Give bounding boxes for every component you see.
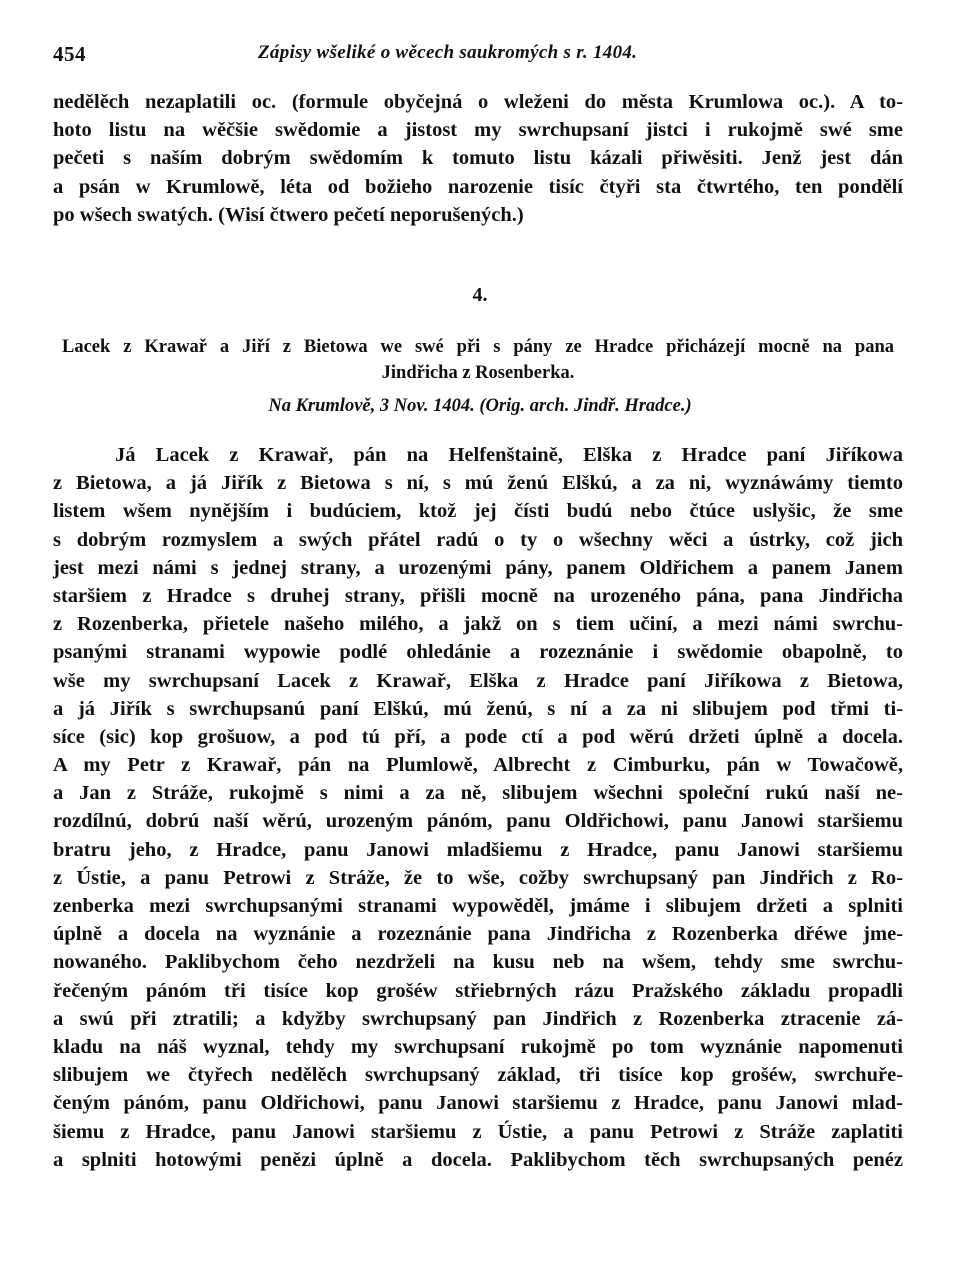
running-title: Zápisy wšeliké o wěcech saukromých s r. 1404. — [258, 42, 638, 63]
document-number: 4. — [472, 284, 488, 306]
text-line: z Ústie, a panu Petrowi z Stráže, že to wše, cožby swrchupsaný pan Jindřich z Ro- — [53, 866, 903, 889]
text-line: a swú při ztratili; a kdyžby swrchupsaný pan Jindřich z Rozenberka ztracenie zá- — [53, 1007, 903, 1030]
text-line: jest mezi námi s jednej strany, a urozenými pány, panem Oldřichem a panem Janem — [53, 556, 903, 579]
text-line: s dobrým rozmyslem a swých přátel radú o ty o wšechny wěci a ústrky, což jich — [53, 528, 903, 551]
text-line: kladu na náš wyznal, tehdy my swrchupsaní rukojmě po tom wyznánie napomenuti — [53, 1035, 903, 1058]
text-line: hoto listu na wěčšie swědomie a jistost my swrchupsaní jistci i rukojmě swé sme — [53, 119, 903, 142]
document-body — [53, 441, 903, 1174]
text-line: slibujem we čtyřech nedělěch swrchupsaný základ, tři tisíce kop grošéw, swrchuře- — [53, 1064, 903, 1087]
text-line: a psán w Krumlowě, léta od božieho narozenie tisíc čtyři sta čtwrtého, ten pondělí — [53, 175, 903, 198]
text-line: bratru jeho, z Hradce, panu Janowi mladšiemu z Hradce, panu Janowi staršiemu — [53, 838, 903, 861]
text-line: rozdílnú, dobrú naší wěrú, urozeným pánóm, panu Oldřichowi, panu Janowi staršiemu — [53, 810, 903, 833]
text-line: čeným pánóm, panu Oldřichowi, panu Janowi staršiemu z Hradce, panu Janowi mlad- — [53, 1092, 903, 1115]
text-line: pečeti s naším dobrým swědomím k tomuto listu kázali přiwěsiti. Jenž jest dán — [53, 147, 903, 170]
text-line: nowaného. Paklibychom čeho nezdrželi na kusu neb na wšem, tehdy sme swrchu- — [53, 951, 903, 974]
text-line: wše my swrchupsaní Lacek z Krawař, Elška z Hradce paní Jiříkowa z Bietowa, — [53, 669, 903, 692]
text-line: šiemu z Hradce, panu Janowi staršiemu z Ústie, a panu Petrowi z Stráže zaplatiti — [53, 1120, 903, 1143]
text-line: listem wšem nynějším i budúciem, ktož jej čísti budú nebo čtúce uslyšic, že sme — [53, 500, 903, 523]
text-line: řečeným pánóm tři tisíce kop grošéw střiebrných rázu Pražského základu propadli — [53, 979, 903, 1002]
text-line: a Jan z Stráže, rukojmě s nimi a za ně, slibujem wšechni společní rukú naší ne- — [53, 782, 903, 805]
document-heading — [62, 334, 894, 386]
text-line: a já Jiřík s swrchupsanú paní Elškú, mú ženú, s ní a za ni slibujem pod třmi ti- — [53, 697, 903, 720]
text-line: staršiem z Hradce s druhej strany, přišli mocně na urozeného pána, pana Jindřicha — [53, 584, 903, 607]
page-number: 454 — [53, 42, 86, 66]
text-line: z Bietowa, a já Jiřík z Bietowa s ní, s mú ženú Elškú, a za ni, wyznáwámy tiemto — [53, 472, 903, 495]
text-line: po wšech swatých. (Wisí čtwero pečetí neporušených.) — [53, 203, 524, 226]
text-line: z Rozenberka, přietele našeho milého, a jakž on s tiem učiní, a mezi námi swrchu- — [53, 613, 903, 636]
page-header — [53, 42, 903, 72]
text-line: psanými stranami wypowie podlé ohledánie a rozeznánie i swědomie obapolně, to — [53, 641, 903, 664]
text-line: zenberka mezi swrchupsanými stranami wypowěděl, jmáme i slibujem držeti a splniti — [53, 895, 903, 917]
text-line: Já Lacek z Krawař, pán na Helfenštaině, Elška z Hradce paní Jiříkowa — [115, 444, 903, 466]
text-line: síce (sic) kop grošuow, a pod tú pří, a pode ctí a pod wěrú držeti úplně a docela. — [53, 725, 903, 748]
text-line: nedělěch nezaplatili oc. (formule obyčejná o wleženi do města Krumlowa oc.). A to- — [53, 91, 903, 113]
text-line: úplně a docela na wyznánie a rozeznánie pana Jindřicha z Rozenberka dřéwe jme- — [53, 923, 903, 946]
text-line: A my Petr z Krawař, pán na Plumlowě, Albrecht z Cimburku, pán w Towačowě, — [53, 754, 903, 777]
source-citation: Na Krumlově, 3 Nov. 1404. (Orig. arch. Jindř. Hradce.) — [268, 396, 692, 416]
text-line: a splniti hotowými penězi úplně a docela. Paklibychom těch swrchupsaných penéz — [53, 1148, 903, 1171]
heading-line: Jindřicha z Rosenberka. — [381, 363, 575, 383]
previous-document-ending — [53, 88, 903, 229]
heading-line: Lacek z Krawař a Jiří z Bietowa we swé při s pány ze Hradce přicházejí mocně na pana — [62, 337, 894, 357]
